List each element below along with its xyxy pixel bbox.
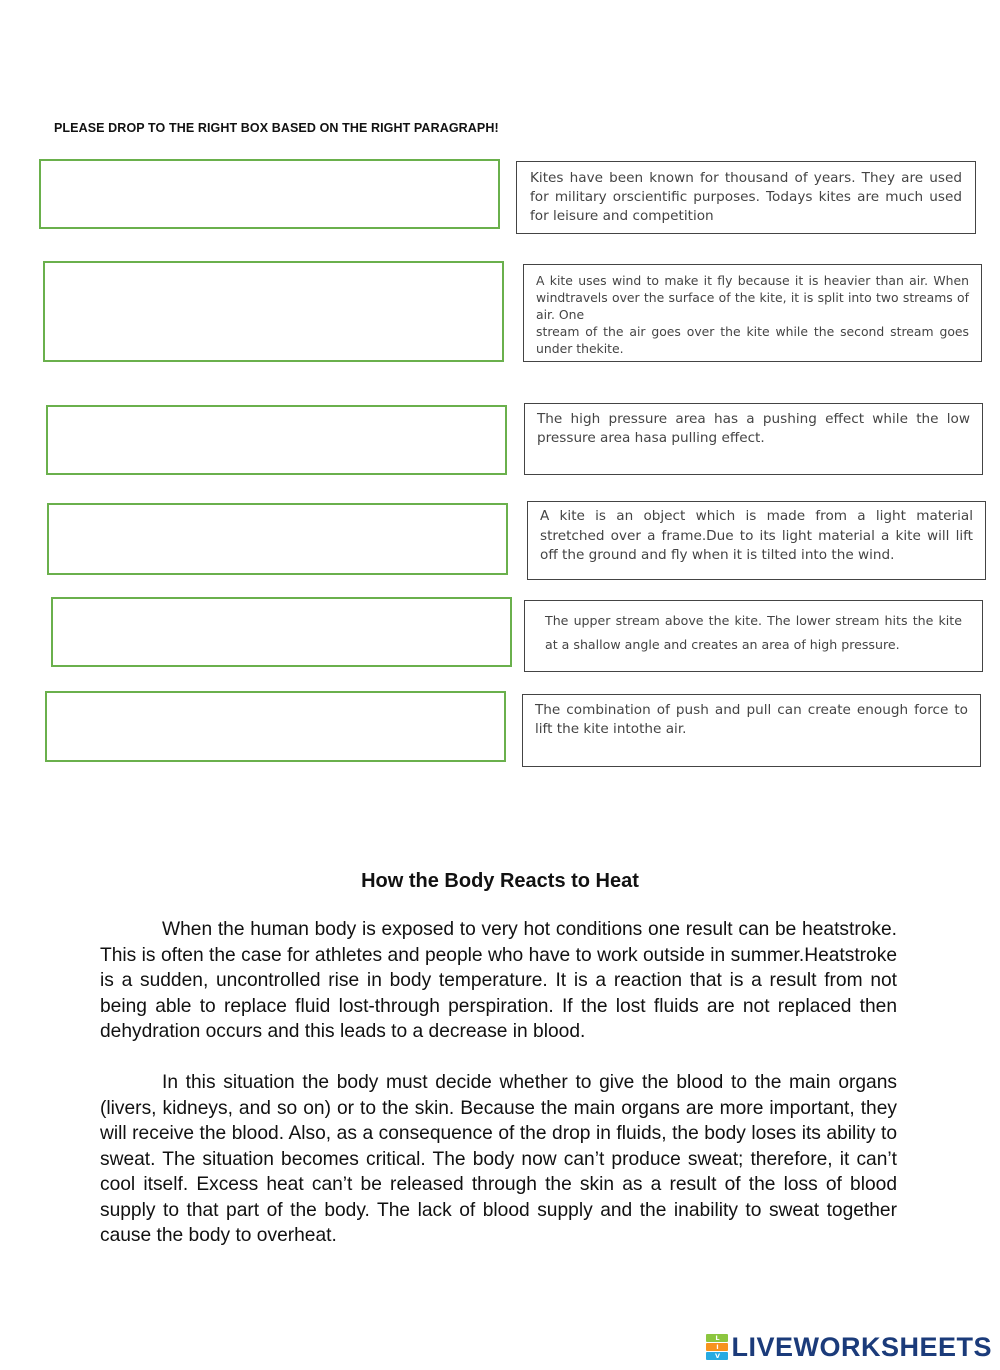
paragraph-card-4[interactable]: A kite is an object which is made from a light material stretched over a frame.Due to its light material a kite will lift off the ground and fly when it is tilted into the wind. (527, 501, 986, 580)
logo-text: LIVEWORKSHEETS (731, 1331, 992, 1362)
paragraph-card-1[interactable]: Kites have been known for thousand of years. They are used for military orscientific purposes. Todays kites are much used for leisure and competition (516, 161, 976, 234)
essay-title: How the Body Reacts to Heat (361, 870, 639, 892)
drop-box-5[interactable] (51, 597, 512, 667)
drop-box-3[interactable] (46, 405, 507, 475)
paragraph-card-6[interactable]: The combination of push and pull can create enough force to lift the kite intothe air. (522, 694, 981, 767)
liveworksheets-logo (706, 1332, 992, 1362)
drop-box-6[interactable] (45, 691, 506, 762)
logo-letter-l: L (706, 1334, 728, 1342)
paragraph-card-3[interactable]: The high pressure area has a pushing effect while the low pressure area hasa pulling effect. (524, 403, 983, 475)
paragraph-card-5[interactable]: The upper stream above the kite. The lower stream hits the kite at a shallow angle and creates an area of high pressure. (524, 600, 983, 672)
drop-box-1[interactable] (39, 159, 500, 229)
instruction-text: PLEASE DROP TO THE RIGHT BOX BASED ON THE RIGHT PARAGRAPH! (54, 121, 499, 135)
drop-box-2[interactable] (43, 261, 504, 362)
essay-paragraph-2: In this situation the body must decide whether to give the blood to the main organs (livers, kidneys, and so on) or to the skin. Because the main organs are more important, they will receive the blood. Also, as a consequence of the drop in fluids, the body loses its ability to sweat. The situation becomes critical. The body now can’t produce sweat; therefore, it can’t cool itself. Excess heat can’t be released through the skin as a result of the loss of blood supply to that part of the body. The lack of blood supply and the inability to sweat together cause the body to overheat. (100, 1072, 897, 1246)
logo-letter-i: I (706, 1343, 728, 1351)
logo-icon (706, 1334, 728, 1360)
logo-letter-v: V (706, 1352, 728, 1360)
paragraph-card-2[interactable]: A kite uses wind to make it fly because it is heavier than air. When windtravels over the surface of the kite, it is split into two streams of air. One stream of the air goes over the kite while the second stream goes under thekite. (523, 264, 982, 362)
essay-paragraph-1: When the human body is exposed to very hot conditions one result can be heatstroke. This is often the case for athletes and people who have to work outside in summer.Heatstroke is a sudden, uncontrolled rise in body temperature. It is a reaction that is a result from not being able to replace fluid lost-through perspiration. If the lost fluids are not replaced then dehydration occurs and this leads to a decrease in blood. (100, 919, 897, 1042)
drop-box-4[interactable] (47, 503, 508, 575)
